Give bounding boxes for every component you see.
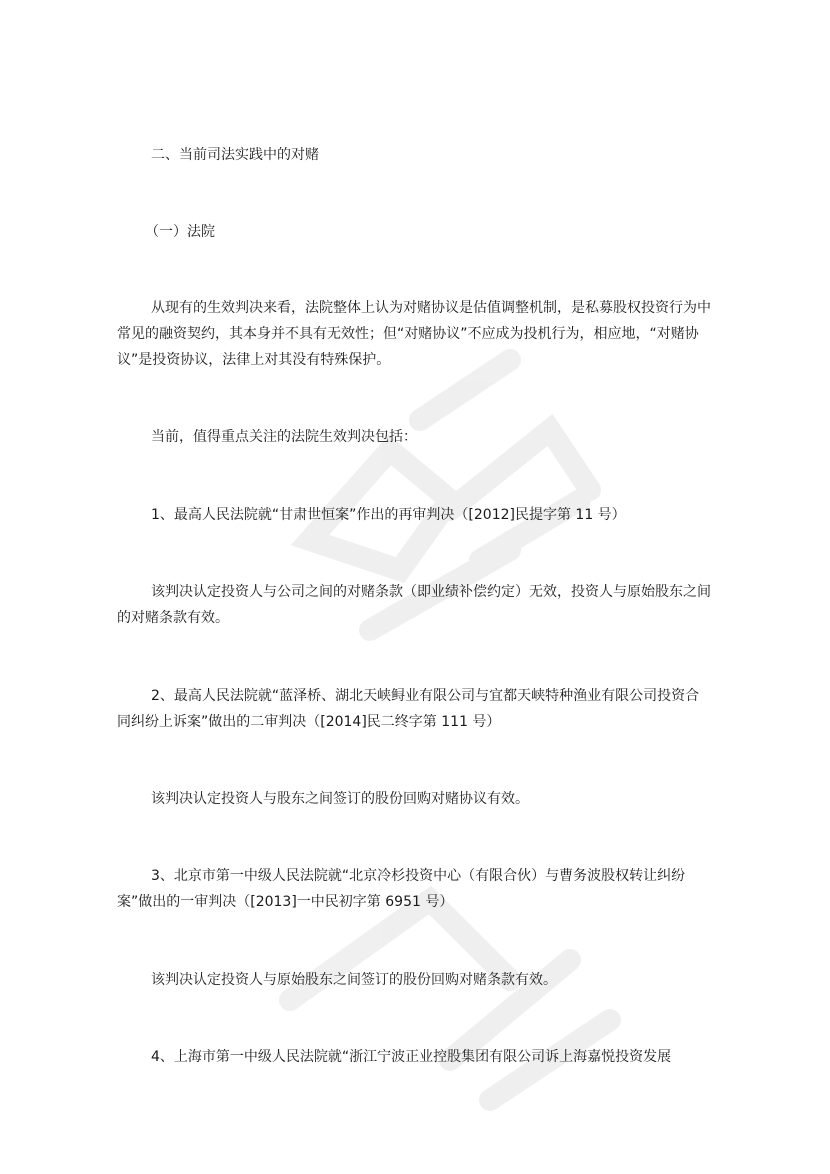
case-1-holding: 该判决认定投资人与公司之间的对赌条款（即业绩补偿约定）无效，投资人与原始股东之间的对赌条款有效。: [117, 584, 711, 626]
case-3-holding: 该判决认定投资人与原始股东之间签订的股份回购对赌条款有效。: [151, 972, 557, 988]
paragraph-list-intro: 当前，值得重点关注的法院生效判决包括：: [151, 429, 417, 445]
case-4-title: 4、上海市第一中级人民法院就“浙江宁波正业控股集团有限公司诉上海嘉悦投资发展: [151, 1049, 672, 1065]
paragraph-intro: 从现有的生效判决来看，法院整体上认为对赌协议是估值调整机制，是私募股权投资行为中常见的融资契约，其本身并不具有无效性；但“对赌协议”不应成为投机行为，相应地，“对赌协议”是投资协议，法律上对其没有特殊保护。: [117, 300, 711, 368]
case-3-title: 3、北京市第一中级人民法院就“北京冷杉投资中心（有限合伙）与曹务波股权转让纠纷案”做出的一审判决（[2013]一中民初字第 6951 号）: [117, 868, 686, 910]
subsection-heading: （一）法院: [145, 224, 215, 240]
case-2-holding: 该判决认定投资人与股东之间签订的股份回购对赌协议有效。: [151, 791, 529, 807]
case-2-title: 2、最高人民法院就“蓝泽桥、湖北天峡鲟业有限公司与宜都天峡特种渔业有限公司投资合同纠纷上诉案”做出的二审判决（[2014]民二终字第 111 号）: [117, 688, 700, 730]
case-1-title: 1、最高人民法院就“甘肃世恒案”作出的再审判决（[2012]民提字第 11 号）: [151, 507, 626, 523]
section-heading: 二、当前司法实践中的对赌: [151, 147, 319, 163]
